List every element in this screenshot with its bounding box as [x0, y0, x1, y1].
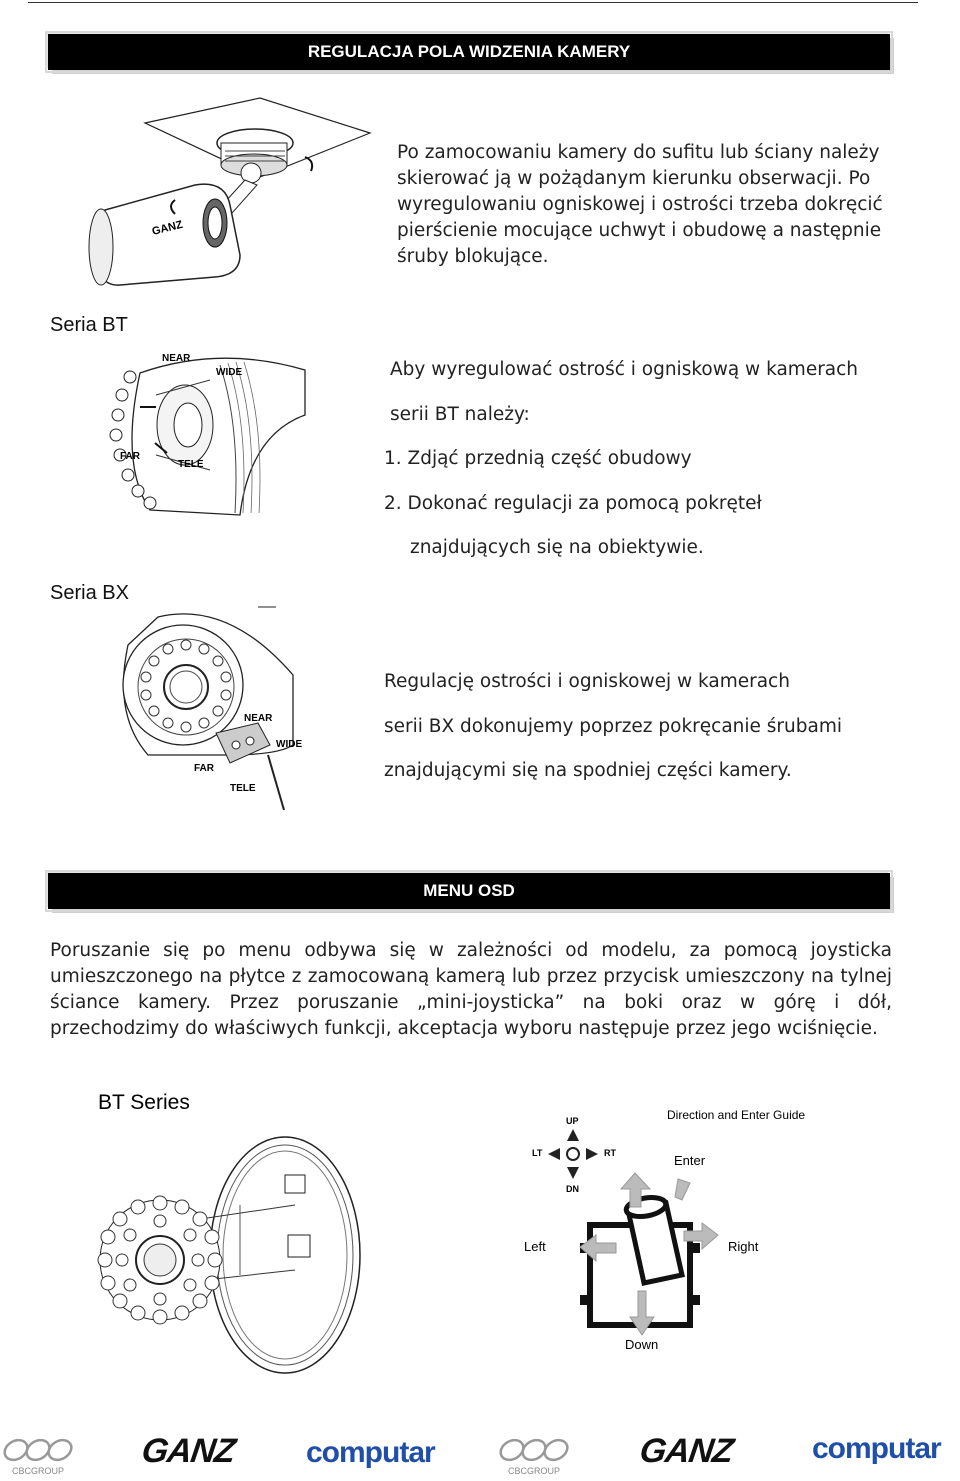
bt-series-heading: Seria BT — [50, 314, 128, 336]
enter-label: Enter — [674, 1153, 706, 1168]
bt-lens-illustration — [100, 345, 315, 520]
bx-far-label: FAR — [194, 763, 214, 774]
bt-series-joystick-figure — [90, 1085, 850, 1375]
enter-arrow-2-icon — [675, 1179, 690, 1200]
left-label: Left — [524, 1239, 546, 1254]
menu-osd-paragraph — [50, 938, 892, 1042]
bt-step: 2. Dokonać regulacji za pomocą pokręteł — [384, 493, 762, 514]
bt-step-continuation: znajdujących się na obiektywie. — [410, 537, 704, 558]
paragraph-line: przechodzimy do właściwych funkcji, akceptacja wyboru następuje przez jego wciśnięcie. — [50, 1018, 878, 1039]
cbc-label: CBCGROUP — [508, 1466, 561, 1476]
bt-step: 1. Zdjąć przednią część obudowy — [384, 448, 692, 469]
bx-camera-illustration — [108, 605, 308, 815]
bt-line: Aby wyregulować ostrość i ogniskową w kamerach — [390, 359, 859, 380]
top-rule — [28, 2, 918, 3]
bt-tele-label: TELE — [178, 459, 204, 470]
paragraph-line: umieszczonego na płytce z zamocowaną kamerą lub przez przycisk umieszczony na tylnej — [50, 966, 892, 987]
computar-logo: computar — [306, 1436, 435, 1469]
intro-line: wyregulowaniu ogniskowej i ostrości trzeba dokręcić — [397, 194, 883, 215]
dir-dn-label: DN — [566, 1184, 579, 1194]
ganz-logo-2: GANZ — [637, 1432, 736, 1470]
section-title-camera-adjustment: REGULACJA POLA WIDZENIA KAMERY — [48, 34, 890, 70]
dir-rt-label: RT — [604, 1148, 616, 1158]
paragraph-line: ściance kamery. Przez poruszanie „mini-joysticka” na boki oraz w górę i dół, — [50, 992, 892, 1013]
guide-title: Direction and Enter Guide — [667, 1108, 806, 1122]
paragraph-line: Poruszanie się po menu odbywa się w zależności od modelu, za pomocą joysticka — [50, 940, 892, 961]
bx-near-label: NEAR — [244, 713, 273, 724]
cbc-group-logo-2 — [496, 1430, 576, 1480]
intro-line: Po zamocowaniu kamery do sufitu lub ściany należy — [397, 142, 880, 163]
arrow-up-icon — [567, 1129, 579, 1141]
down-label: Down — [625, 1337, 659, 1352]
arrow-left-icon — [548, 1148, 560, 1160]
intro-line: pierścienie mocujące uchwyt i obudowę a następnie — [397, 220, 882, 241]
cbc-label: CBCGROUP — [12, 1466, 65, 1476]
dir-lt-label: LT — [532, 1148, 543, 1158]
intro-line: śruby blokujące. — [397, 246, 549, 267]
svg-text:GANZ: GANZ — [150, 218, 184, 238]
bx-line: znajdującymi się na spodniej części kamery. — [384, 760, 792, 781]
bt-far-label: FAR — [120, 451, 140, 462]
computar-logo-2: computar — [812, 1432, 941, 1465]
ganz-logo: GANZ — [139, 1432, 238, 1470]
arrow-right-icon — [586, 1148, 598, 1160]
bt-wide-label: WIDE — [216, 367, 243, 378]
figure-title: BT Series — [98, 1091, 190, 1114]
intro-line: skierować ją w pożądanym kierunku obserwacji. Po — [397, 168, 871, 189]
right-label: Right — [728, 1239, 759, 1254]
arrow-down-icon — [567, 1167, 579, 1179]
intro-text — [397, 140, 897, 270]
dir-up-label: UP — [566, 1116, 579, 1126]
section-title-menu-osd: MENU OSD — [48, 873, 890, 909]
enter-center-icon — [567, 1148, 579, 1160]
ceiling-mount-camera-illustration — [75, 95, 375, 295]
bx-series-heading: Seria BX — [50, 582, 129, 604]
cbc-group-logo — [0, 1430, 80, 1480]
bt-line: serii BT należy: — [390, 404, 530, 425]
bx-wide-label: WIDE — [276, 739, 303, 750]
bt-near-label: NEAR — [162, 353, 191, 364]
bx-line: Regulację ostrości i ogniskowej w kamerach — [384, 671, 790, 692]
bx-line: serii BX dokonujemy poprzez pokręcanie śrubami — [384, 716, 842, 737]
bx-tele-label: TELE — [230, 783, 256, 794]
